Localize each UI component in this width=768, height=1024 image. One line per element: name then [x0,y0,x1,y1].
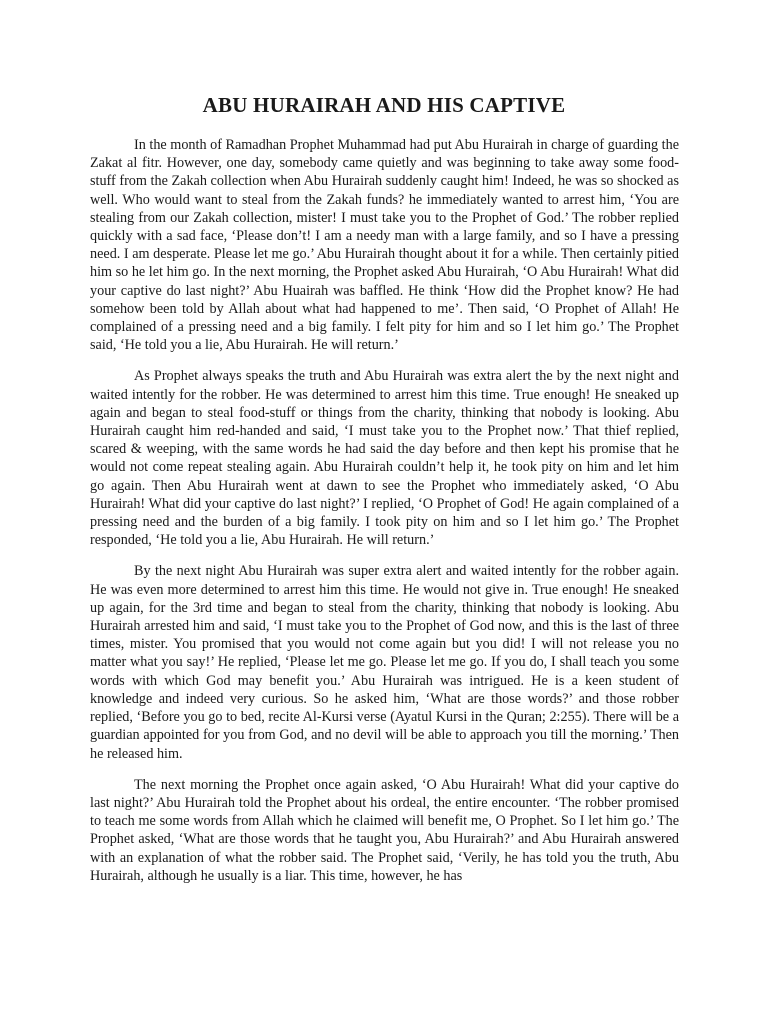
document-title: ABU HURAIRAH AND HIS CAPTIVE [202,93,566,117]
paragraph-3: By the next night Abu Hurairah was super extra alert and waited intently for the robber again. He was even more determined to arrest him this time. He would not give in. True enough! He sneaked up again, for the 3rd time and began to steal from the charity, thinking that nobody is looking. Abu Hurairah arrested him and said, ‘I must take you to the Prophet of God now, and this is the last of three times, mister. You promised that you would not come again but you did! I will not release you no matter what you say!’ He replied, ‘Please let me go. Please let me go. If you do, I shall teach you some words with which God may benefit you.’ Abu Hurairah was intrigued. He is a keen student of knowledge and indeed very curious. So he asked him, ‘What are those words?’ and those robber replied, ‘Before you go to bed, recite Al-Kursi verse (Ayatul Kursi in the Quran; 2:255). There will be a guardian appointed for you from God, and no devil will be able to approach you till the morning.’ Then he released him. [90,563,679,762]
paragraph-1: In the month of Ramadhan Prophet Muhammad had put Abu Hurairah in charge of guarding the Zakat al fitr. However, one day, somebody came quietly and was beginning to take away some food-stuff from the Zakah collection when Abu Hurairah suddenly caught him! Indeed, he was so shocked as well. Who would want to steal from the Zakah funds? he immediately wanted to arrest him, ‘You are stealing from our Zakah collection, mister! I must take you to the Prophet of God.’ The robber replied quickly with a sad face, ‘Please don’t! I am a needy man with a large family, and so I have a pressing need. I am desperate. Please let me go.’ Abu Hurairah thought about it for a while. Then certainly pitied him so he let him go. In the next morning, the Prophet asked Abu Hurairah, ‘O Abu Hurairah! What did your captive do last night?’ Abu Huairah was baffled. He think ‘How did the Prophet know? He had somehow been told by Allah about what had happened to me’. Then said, ‘O Prophet of Allah! He complained of a pressing need and a big family. I felt pity for him and so I let him go.’ The Prophet said, ‘He told you a lie, Abu Hurairah. He will return.’ [90,137,679,354]
document-body [90,136,679,898]
paragraph-2: As Prophet always speaks the truth and Abu Hurairah was extra alert the by the next night and waited intently for the robber. He was determined to arrest him this time. True enough! He sneaked up again and began to steal food-stuff or things from the charity, thinking that nobody is looking. Abu Hurairah caught him red-handed and said, ‘I must take you to the Prophet now.’ That thief replied, scared & weeping, with the same words he had said the day before and then kept his promise that he would not come repeat stealing again. Abu Hurairah couldn’t help it, he took pity on him and let him go again. Then Abu Hurairah went at dawn to see the Prophet who immediately asked, ‘O Abu Hurairah! What did your captive do last night?’ I replied, ‘O Prophet of God! He again complained of a pressing need and the burden of a big family. I took pity on him and so I let him go.’ The Prophet responded, ‘He told you a lie, Abu Hurairah. He will return.’ [90,368,679,549]
paragraph-4: The next morning the Prophet once again asked, ‘O Abu Hurairah! What did your captive do last night?’ Abu Hurairah told the Prophet about his ordeal, the entire encounter. ‘The robber promised to teach me some words from Allah which he claimed will benefit me, O Prophet. So I let him go.’ The Prophet asked, ‘What are those words that he taught you, Abu Hurairah?’ and Abu Hurairah answered with an explanation of what the robber said. The Prophet said, ‘Verily, he has told you the truth, Abu Hurairah, although he usually is a liar. This time, however, he has [90,776,679,884]
